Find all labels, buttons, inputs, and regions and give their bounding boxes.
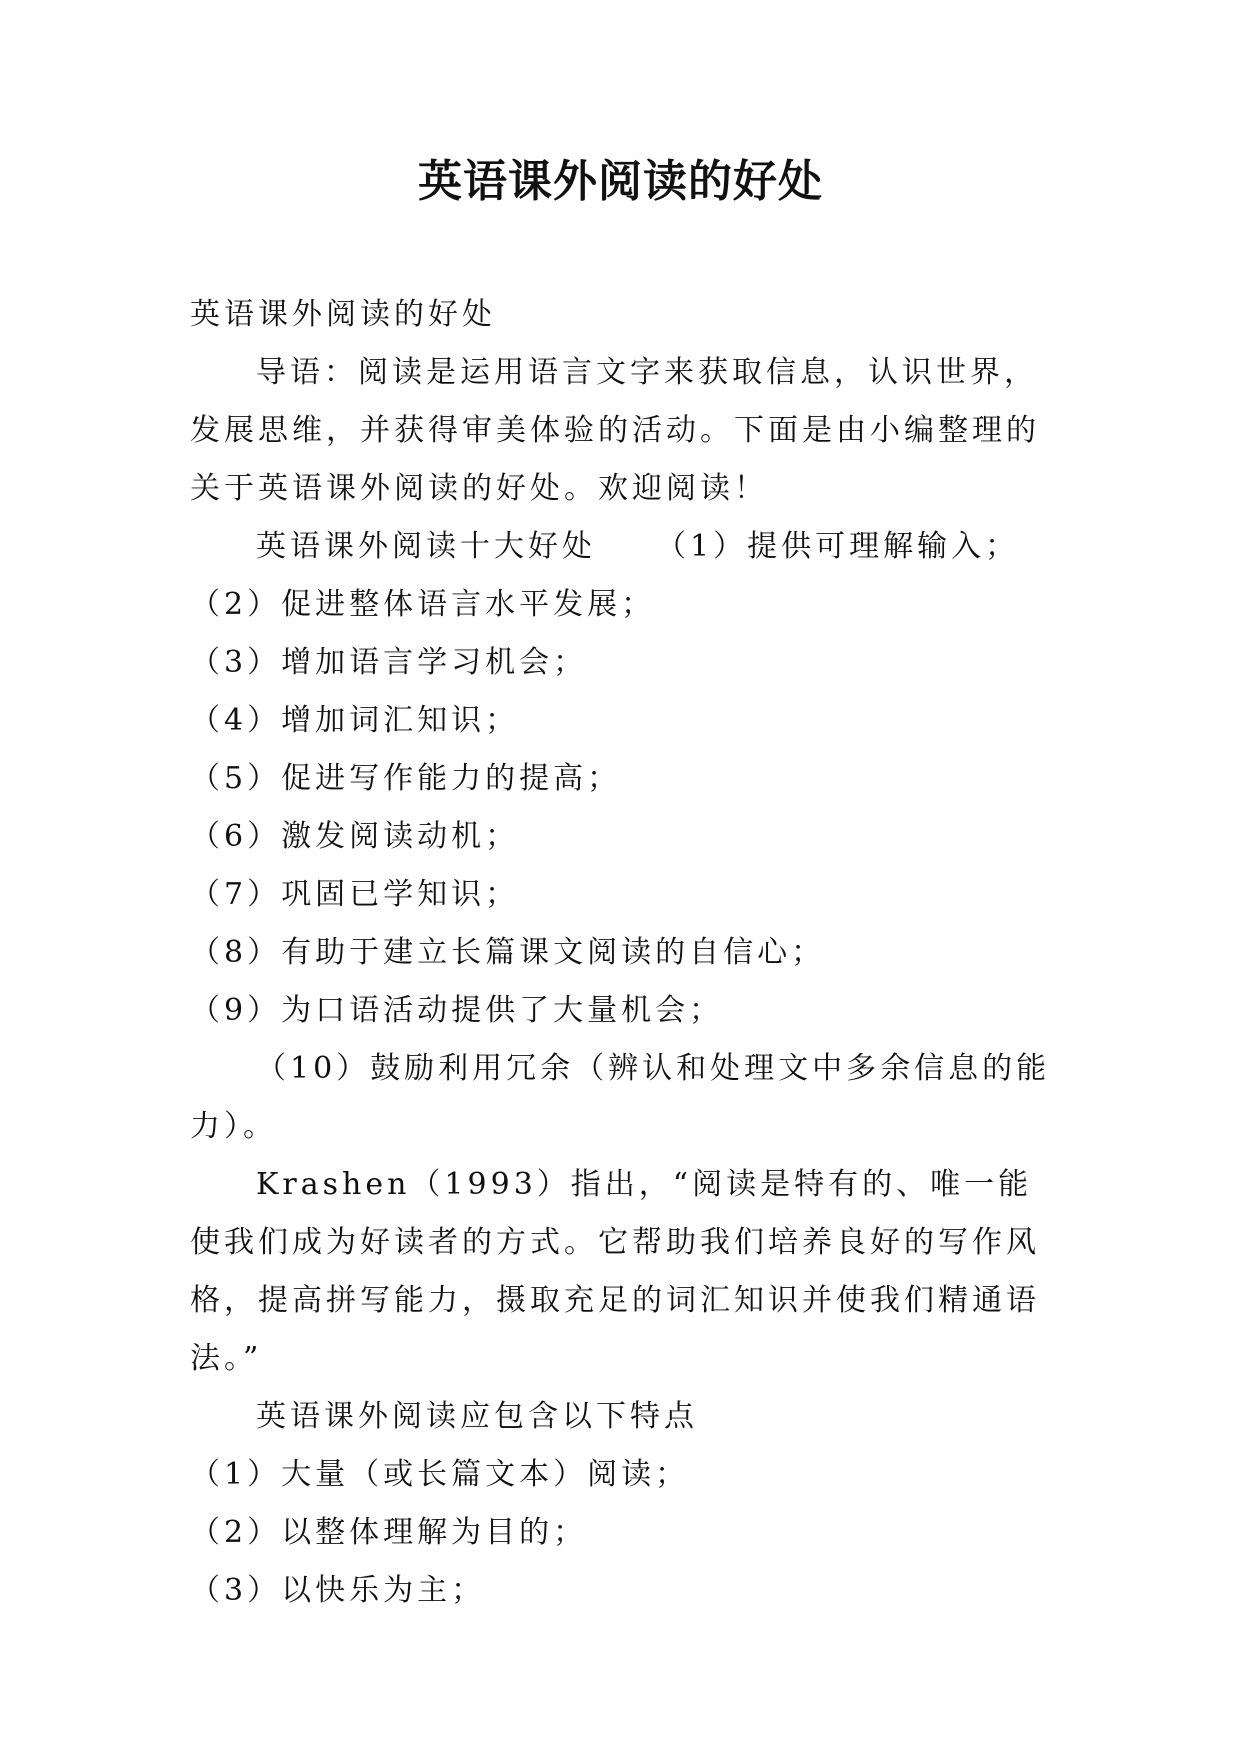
benefit-item: （4）增加词汇知识；	[190, 703, 520, 738]
benefits-heading: 英语课外阅读十大好处	[256, 529, 596, 564]
benefit-item: （6）激发阅读动机；	[190, 819, 520, 854]
feature-item: （3）以快乐为主；	[190, 1573, 486, 1608]
feature-item: （1）大量（或长篇文本）阅读；	[190, 1457, 690, 1492]
feature-item: （2）以整体理解为目的；	[190, 1515, 588, 1550]
quote-paragraph: Krashen（1993）指出，“阅读是特有的、唯一能使我们成为好读者的方式。它帮助我们培养良好的写作风格，提高拼写能力，摄取充足的词汇知识并使我们精通语法。”	[190, 1167, 1040, 1376]
benefit-item: （7）巩固已学知识；	[190, 877, 520, 912]
benefit-item: （9）为口语活动提供了大量机会；	[190, 993, 724, 1028]
document-title: 英语课外阅读的好处	[418, 156, 823, 207]
document-body	[190, 286, 1060, 1620]
benefit-item: （10）鼓励利用冗余（辨认和处理文中多余信息的能力）。	[190, 1051, 1051, 1144]
features-heading: 英语课外阅读应包含以下特点	[256, 1399, 698, 1434]
benefit-item: （1）提供可理解输入；	[656, 529, 1020, 564]
benefit-item: （3）增加语言学习机会；	[190, 645, 588, 680]
benefits-heading-line	[190, 518, 1060, 576]
intro-paragraph: 导语：阅读是运用语言文字来获取信息，认识世界，发展思维，并获得审美体验的活动。下面是由小编整理的关于英语课外阅读的好处。欢迎阅读！	[190, 355, 1040, 506]
benefit-item: （5）促进写作能力的提高；	[190, 761, 622, 796]
benefit-item: （8）有助于建立长篇课文阅读的自信心；	[190, 935, 826, 970]
subtitle-line: 英语课外阅读的好处	[190, 297, 496, 332]
benefit-item: （2）促进整体语言水平发展；	[190, 587, 656, 622]
